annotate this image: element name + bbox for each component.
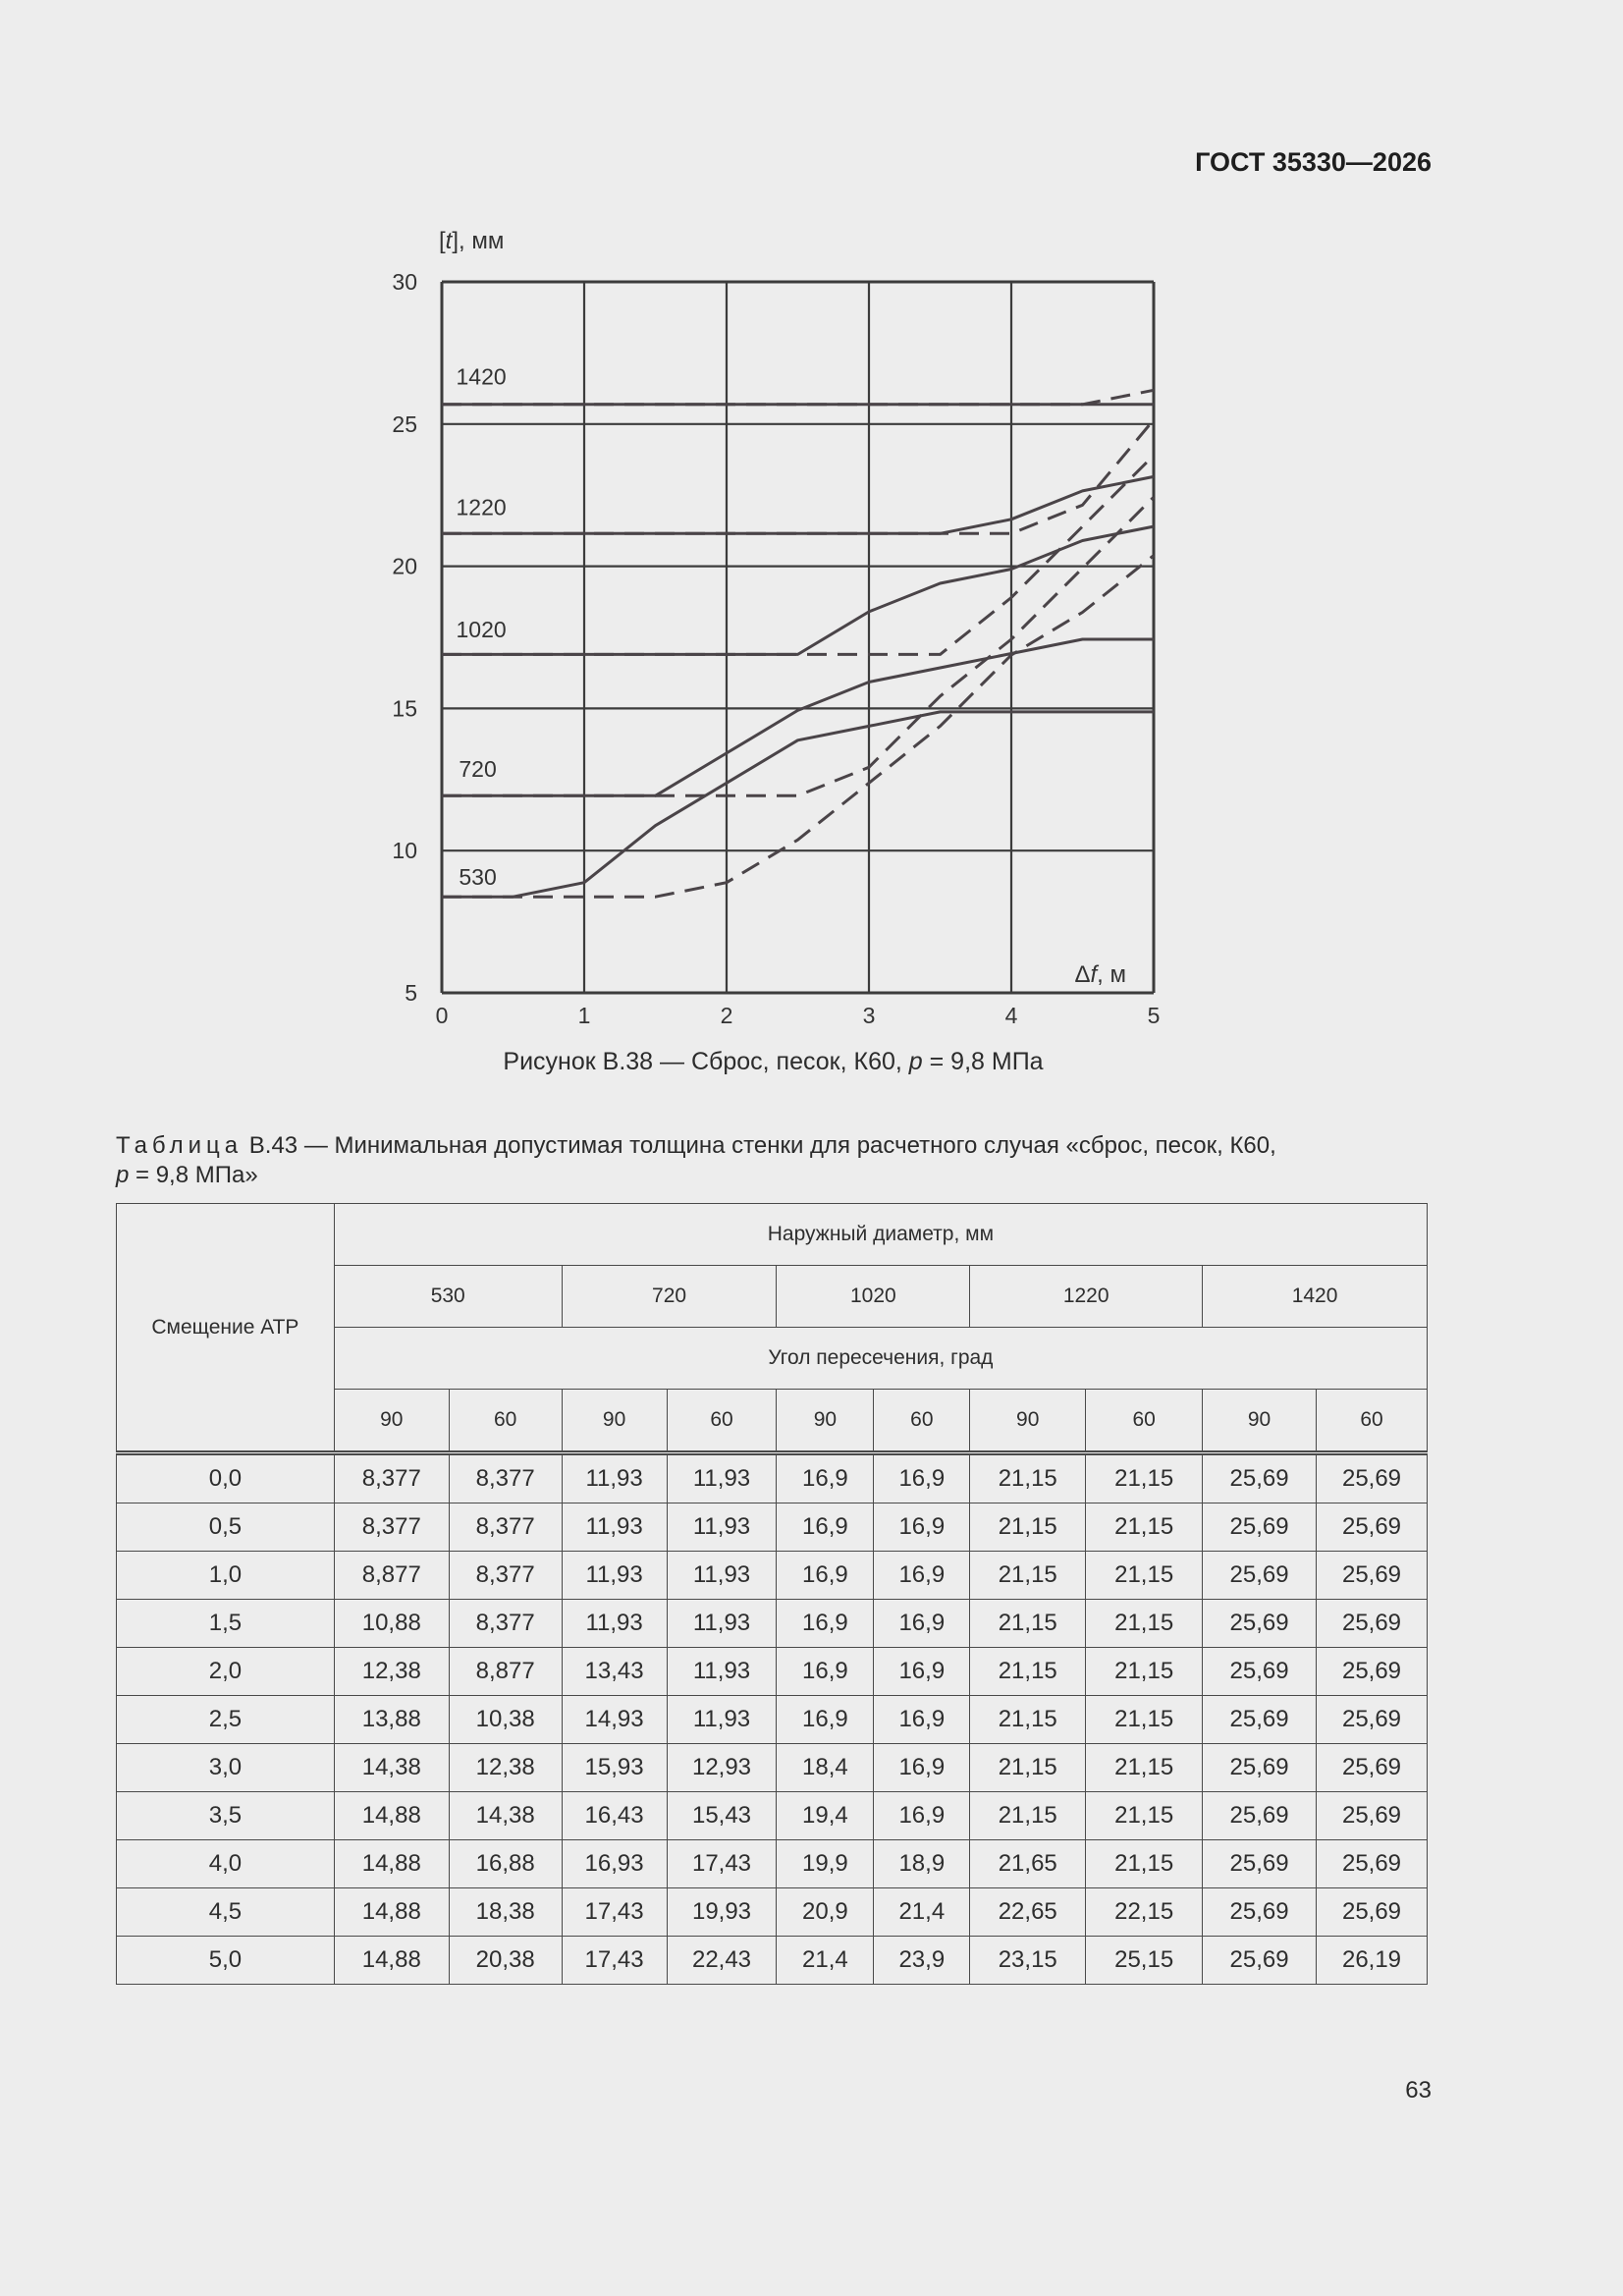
thickness-cell: 16,9 (874, 1552, 970, 1600)
thickness-cell: 16,9 (777, 1503, 874, 1552)
offset-cell: 4,5 (117, 1888, 335, 1937)
offset-cell: 0,0 (117, 1453, 335, 1503)
thickness-cell: 25,69 (1203, 1792, 1317, 1840)
angle-cell: 60 (449, 1390, 562, 1453)
thickness-cell: 16,9 (777, 1648, 874, 1696)
thickness-cell: 25,69 (1317, 1696, 1428, 1744)
angle-cell: 60 (874, 1390, 970, 1453)
wall-thickness-chart (373, 216, 1208, 1041)
angle-cell: 90 (1203, 1390, 1317, 1453)
thickness-cell: 14,88 (334, 1937, 449, 1985)
thickness-cell: 18,38 (449, 1888, 562, 1937)
thickness-cell: 15,93 (562, 1744, 667, 1792)
thickness-cell: 21,4 (874, 1888, 970, 1937)
series-line-720-90 (442, 639, 1154, 795)
diameter-cell: 1020 (777, 1266, 970, 1328)
thickness-cell: 25,69 (1203, 1600, 1317, 1648)
diameter-header: Наружный диаметр, мм (334, 1204, 1427, 1266)
curve-label: 1020 (456, 617, 507, 642)
thickness-cell: 25,69 (1317, 1552, 1428, 1600)
y-tick-label: 20 (392, 553, 417, 579)
angle-cell: 60 (1086, 1390, 1203, 1453)
thickness-cell: 21,15 (1086, 1648, 1203, 1696)
thickness-cell: 21,65 (970, 1840, 1086, 1888)
curve-label: 720 (459, 755, 497, 782)
figure-caption: Рисунок В.38 — Сброс, песок, К60, p = 9,8 МПа (503, 1048, 1044, 1075)
thickness-cell: 8,877 (449, 1648, 562, 1696)
thickness-cell: 8,377 (449, 1453, 562, 1503)
thickness-cell: 21,15 (1086, 1552, 1203, 1600)
thickness-cell: 16,9 (874, 1792, 970, 1840)
curve-label: 1420 (456, 363, 507, 390)
thickness-cell: 20,9 (777, 1888, 874, 1937)
thickness-cell: 11,93 (562, 1600, 667, 1648)
angle-cell: 90 (777, 1390, 874, 1453)
y-tick-label: 15 (392, 695, 417, 722)
thickness-cell: 25,69 (1203, 1744, 1317, 1792)
thickness-cell: 16,9 (777, 1453, 874, 1503)
thickness-cell: 12,38 (449, 1744, 562, 1792)
x-tick-label: 5 (1147, 1003, 1161, 1028)
thickness-cell: 23,15 (970, 1937, 1086, 1985)
thickness-cell: 17,43 (562, 1937, 667, 1985)
angle-cell: 90 (970, 1390, 1086, 1453)
table-row (117, 1840, 1428, 1888)
thickness-cell: 21,15 (1086, 1696, 1203, 1744)
thickness-cell: 21,15 (970, 1453, 1086, 1503)
x-tick-label: 2 (720, 1003, 733, 1028)
thickness-cell: 11,93 (562, 1503, 667, 1552)
thickness-cell: 16,9 (874, 1696, 970, 1744)
angle-cell: 90 (562, 1390, 667, 1453)
thickness-cell: 16,9 (777, 1600, 874, 1648)
curve-label: 530 (459, 863, 497, 890)
thickness-cell: 14,93 (562, 1696, 667, 1744)
thickness-cell: 25,69 (1203, 1696, 1317, 1744)
series-line-1420-60 (442, 390, 1154, 405)
thickness-cell: 18,4 (777, 1744, 874, 1792)
thickness-cell: 8,377 (449, 1503, 562, 1552)
thickness-cell: 21,15 (970, 1503, 1086, 1552)
thickness-cell: 21,15 (1086, 1744, 1203, 1792)
thickness-cell: 21,15 (970, 1696, 1086, 1744)
table-body (117, 1453, 1428, 1985)
series-line-530-90 (442, 712, 1154, 897)
chart-series (442, 390, 1154, 897)
thickness-cell: 25,69 (1203, 1648, 1317, 1696)
table-row (117, 1744, 1428, 1792)
offset-cell: 3,5 (117, 1792, 335, 1840)
thickness-cell: 10,88 (334, 1600, 449, 1648)
x-tick-label: 1 (577, 1003, 591, 1028)
diameter-cell: 720 (562, 1266, 777, 1328)
table-title: Таблица В.43 — Минимальная допустимая толщина стенки для расчетного случая «сброс, песок, К60, p = 9,8 МПа» (116, 1132, 1276, 1188)
curve-label: 1220 (456, 494, 507, 520)
thickness-cell: 16,88 (449, 1840, 562, 1888)
thickness-cell: 13,88 (334, 1696, 449, 1744)
thickness-cell: 19,9 (777, 1840, 874, 1888)
thickness-cell: 21,15 (970, 1648, 1086, 1696)
series-line-1020-90 (442, 526, 1154, 654)
thickness-cell: 21,15 (970, 1600, 1086, 1648)
table-row (117, 1503, 1428, 1552)
chart-grid (442, 282, 1154, 993)
thickness-cell: 21,15 (970, 1552, 1086, 1600)
thickness-cell: 10,38 (449, 1696, 562, 1744)
thickness-cell: 12,93 (667, 1744, 777, 1792)
thickness-cell: 25,69 (1317, 1744, 1428, 1792)
x-tick-label: 4 (1004, 1003, 1018, 1028)
x-tick-label: 3 (862, 1003, 876, 1028)
thickness-cell: 21,15 (970, 1744, 1086, 1792)
table-row (117, 1888, 1428, 1937)
angle-cell: 90 (334, 1390, 449, 1453)
y-tick-label: 10 (392, 838, 417, 864)
thickness-cell: 25,69 (1203, 1840, 1317, 1888)
angle-cell: 60 (667, 1390, 777, 1453)
series-line-1220-60 (442, 420, 1154, 534)
document-code: ГОСТ 35330—2026 (1195, 147, 1432, 177)
offset-cell: 5,0 (117, 1937, 335, 1985)
y-tick-label: 25 (392, 410, 417, 437)
thickness-cell: 25,69 (1317, 1648, 1428, 1696)
thickness-cell: 21,15 (1086, 1453, 1203, 1503)
thickness-cell: 22,65 (970, 1888, 1086, 1937)
thickness-cell: 8,877 (334, 1552, 449, 1600)
angle-header: Угол пересечения, град (334, 1328, 1427, 1390)
thickness-cell: 13,43 (562, 1648, 667, 1696)
thickness-cell: 19,93 (667, 1888, 777, 1937)
thickness-cell: 8,377 (334, 1503, 449, 1552)
thickness-cell: 14,38 (449, 1792, 562, 1840)
offset-cell: 1,5 (117, 1600, 335, 1648)
thickness-cell: 25,15 (1086, 1937, 1203, 1985)
thickness-cell: 25,69 (1203, 1453, 1317, 1503)
series-line-530-60 (442, 556, 1154, 898)
thickness-cell: 16,9 (777, 1552, 874, 1600)
offset-cell: 1,0 (117, 1552, 335, 1600)
thickness-cell: 14,88 (334, 1888, 449, 1937)
thickness-cell: 15,43 (667, 1792, 777, 1840)
offset-cell: 3,0 (117, 1744, 335, 1792)
x-axis-label: Δf, м (1074, 961, 1126, 988)
y-tick-label: 30 (392, 269, 417, 295)
chart-curve-labels (457, 363, 507, 890)
thickness-cell: 17,43 (562, 1888, 667, 1937)
thickness-cell: 26,19 (1317, 1937, 1428, 1985)
page-number: 63 (1405, 2077, 1432, 2104)
thickness-cell: 16,9 (874, 1648, 970, 1696)
thickness-cell: 14,88 (334, 1840, 449, 1888)
thickness-cell: 21,15 (1086, 1600, 1203, 1648)
thickness-cell: 11,93 (667, 1503, 777, 1552)
thickness-cell: 25,69 (1317, 1453, 1428, 1503)
offset-cell: 4,0 (117, 1840, 335, 1888)
angle-cell: 60 (1317, 1390, 1428, 1453)
thickness-cell: 17,43 (667, 1840, 777, 1888)
chart-ticks (392, 269, 1160, 1028)
thickness-cell: 16,9 (874, 1600, 970, 1648)
diameter-cell: 1220 (970, 1266, 1203, 1328)
table-row (117, 1792, 1428, 1840)
thickness-cell: 21,15 (1086, 1503, 1203, 1552)
thickness-cell: 22,15 (1086, 1888, 1203, 1937)
offset-cell: 2,0 (117, 1648, 335, 1696)
thickness-cell: 8,377 (449, 1600, 562, 1648)
table-row (117, 1600, 1428, 1648)
thickness-cell: 16,9 (777, 1696, 874, 1744)
y-axis-label: [t], мм (439, 228, 505, 254)
thickness-cell: 25,69 (1317, 1840, 1428, 1888)
thickness-cell: 12,38 (334, 1648, 449, 1696)
thickness-cell: 11,93 (667, 1600, 777, 1648)
thickness-cell: 25,69 (1203, 1503, 1317, 1552)
thickness-cell: 14,88 (334, 1792, 449, 1840)
thickness-cell: 25,69 (1317, 1888, 1428, 1937)
thickness-cell: 21,15 (1086, 1792, 1203, 1840)
table-row (117, 1453, 1428, 1503)
thickness-cell: 11,93 (562, 1453, 667, 1503)
thickness-cell: 11,93 (667, 1453, 777, 1503)
diameter-cell: 1420 (1203, 1266, 1428, 1328)
series-line-1220-90 (442, 476, 1154, 533)
thickness-cell: 25,69 (1317, 1600, 1428, 1648)
thickness-cell: 16,93 (562, 1840, 667, 1888)
thickness-cell: 16,43 (562, 1792, 667, 1840)
thickness-cell: 18,9 (874, 1840, 970, 1888)
thickness-cell: 21,4 (777, 1937, 874, 1985)
table-row (117, 1937, 1428, 1985)
thickness-cell: 21,15 (970, 1792, 1086, 1840)
thickness-cell: 20,38 (449, 1937, 562, 1985)
thickness-cell: 19,4 (777, 1792, 874, 1840)
thickness-cell: 16,9 (874, 1503, 970, 1552)
offset-cell: 0,5 (117, 1503, 335, 1552)
thickness-cell: 25,69 (1317, 1792, 1428, 1840)
thickness-cell: 25,69 (1317, 1503, 1428, 1552)
thickness-cell: 11,93 (667, 1648, 777, 1696)
thickness-cell: 8,377 (449, 1552, 562, 1600)
thickness-cell: 25,69 (1203, 1552, 1317, 1600)
thickness-cell: 16,9 (874, 1744, 970, 1792)
thickness-cell: 8,377 (334, 1453, 449, 1503)
wall-thickness-table (116, 1203, 1428, 1985)
thickness-cell: 23,9 (874, 1937, 970, 1985)
thickness-cell: 11,93 (667, 1552, 777, 1600)
thickness-cell: 22,43 (667, 1937, 777, 1985)
y-tick-label: 5 (405, 980, 417, 1006)
thickness-cell: 25,69 (1203, 1888, 1317, 1937)
thickness-cell: 14,38 (334, 1744, 449, 1792)
offset-cell: 2,5 (117, 1696, 335, 1744)
diameter-cell: 530 (334, 1266, 562, 1328)
thickness-cell: 11,93 (667, 1696, 777, 1744)
row-header-cell: Смещение АТР (117, 1204, 335, 1453)
thickness-cell: 21,15 (1086, 1840, 1203, 1888)
thickness-cell: 11,93 (562, 1552, 667, 1600)
thickness-cell: 25,69 (1203, 1937, 1317, 1985)
x-tick-label: 0 (435, 1003, 449, 1028)
table-row (117, 1696, 1428, 1744)
thickness-cell: 16,9 (874, 1453, 970, 1503)
table-row (117, 1552, 1428, 1600)
table-row (117, 1648, 1428, 1696)
